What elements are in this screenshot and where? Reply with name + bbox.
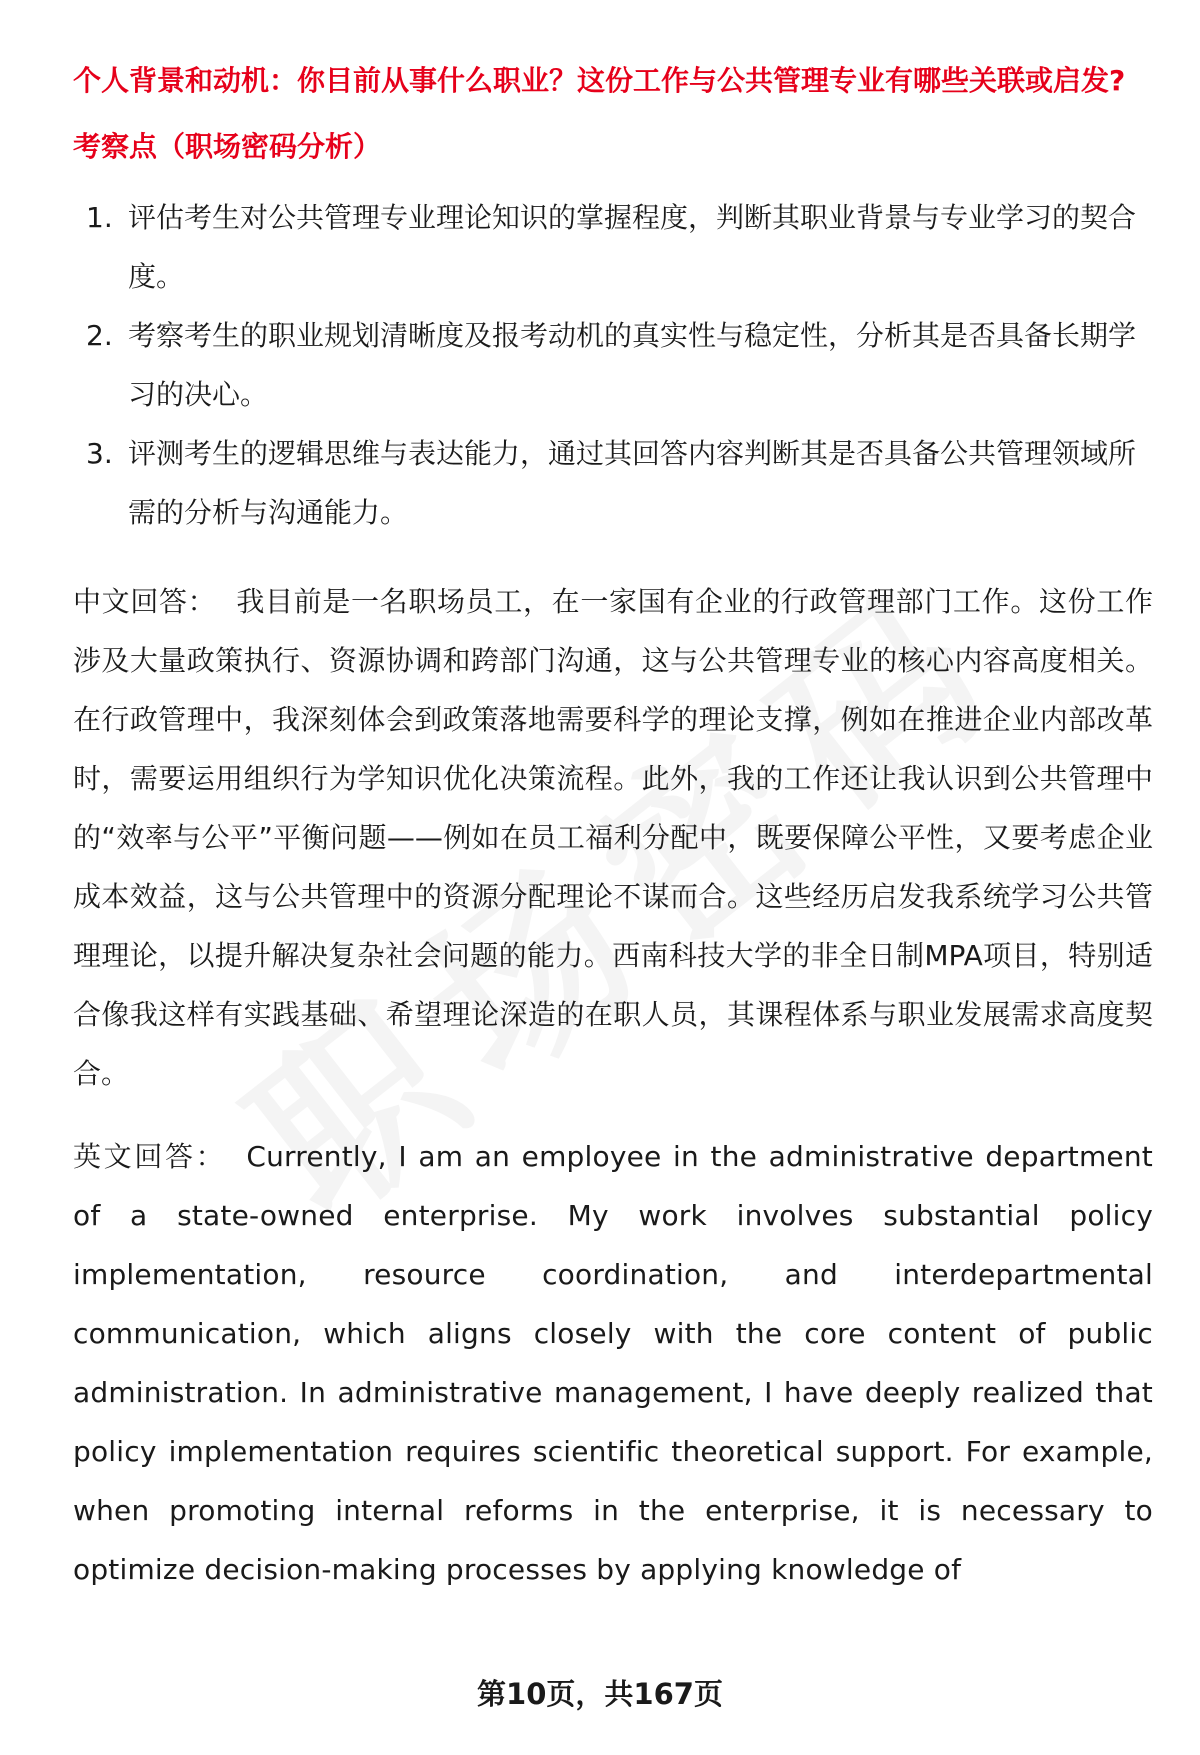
list-item (73, 306, 1143, 424)
assessment-points-list (73, 188, 1153, 542)
list-item-number: 3. (86, 437, 113, 470)
list-item-number: 1. (86, 201, 113, 234)
english-answer-text: Currently, I am an employee in the administrative department of a state-owned enterprise. My work involves substantial policy implementation, resource coordination, and interdepartmental communication, which aligns closely with the core content of public administration. In administrative management, I have deeply realized that policy implementation requires scientific theoretical support. For example, when promoting internal reforms in the enterprise, it is necessary to optimize decision-making processes by applying knowledge of (73, 1140, 1153, 1586)
list-item (73, 424, 1143, 542)
chinese-answer-label: 中文回答： (73, 585, 217, 618)
chinese-answer-text: 我目前是一名职场员工，在一家国有企业的行政管理部门工作。这份工作涉及大量政策执行、资源协调和跨部门沟通，这与公共管理专业的核心内容高度相关。在行政管理中，我深刻体会到政策落地需要科学的理论支撑，例如在推进企业内部改革时，需要运用组织行为学知识优化决策流程。此外，我的工作还让我认识到公共管理中的“效率与公平”平衡问题——例如在员工福利分配中，既要保障公平性，又要考虑企业成本效益，这与公共管理中的资源分配理论不谋而合。这些经历启发我系统学习公共管理理论，以提升解决复杂社会问题的能力。西南科技大学的非全日制MPA项目，特别适合像我这样有实践基础、希望理论深造的在职人员，其课程体系与职业发展需求高度契合。 (73, 585, 1153, 1090)
question-heading: 个人背景和动机：你目前从事什么职业？这份工作与公共管理专业有哪些关联或启发? (73, 64, 1126, 97)
english-answer (73, 1127, 1153, 1599)
list-item (73, 188, 1143, 306)
content-area (73, 60, 1153, 1599)
list-item-text: 考察考生的职业规划清晰度及报考动机的真实性与稳定性，分析其是否具备长期学习的决心。 (128, 319, 1137, 411)
page-number-footer: 第10页，共167页 (477, 1677, 723, 1711)
assessment-heading: 考察点（职场密码分析） (73, 130, 382, 163)
english-answer-label: 英文回答： (73, 1140, 227, 1173)
list-item-text: 评测考生的逻辑思维与表达能力，通过其回答内容判断其是否具备公共管理领域所需的分析与沟通能力。 (128, 437, 1137, 529)
chinese-answer (73, 572, 1153, 1103)
list-item-number: 2. (86, 319, 113, 352)
list-item-text: 评估考生对公共管理专业理论知识的掌握程度，判断其职业背景与专业学习的契合度。 (128, 201, 1137, 293)
